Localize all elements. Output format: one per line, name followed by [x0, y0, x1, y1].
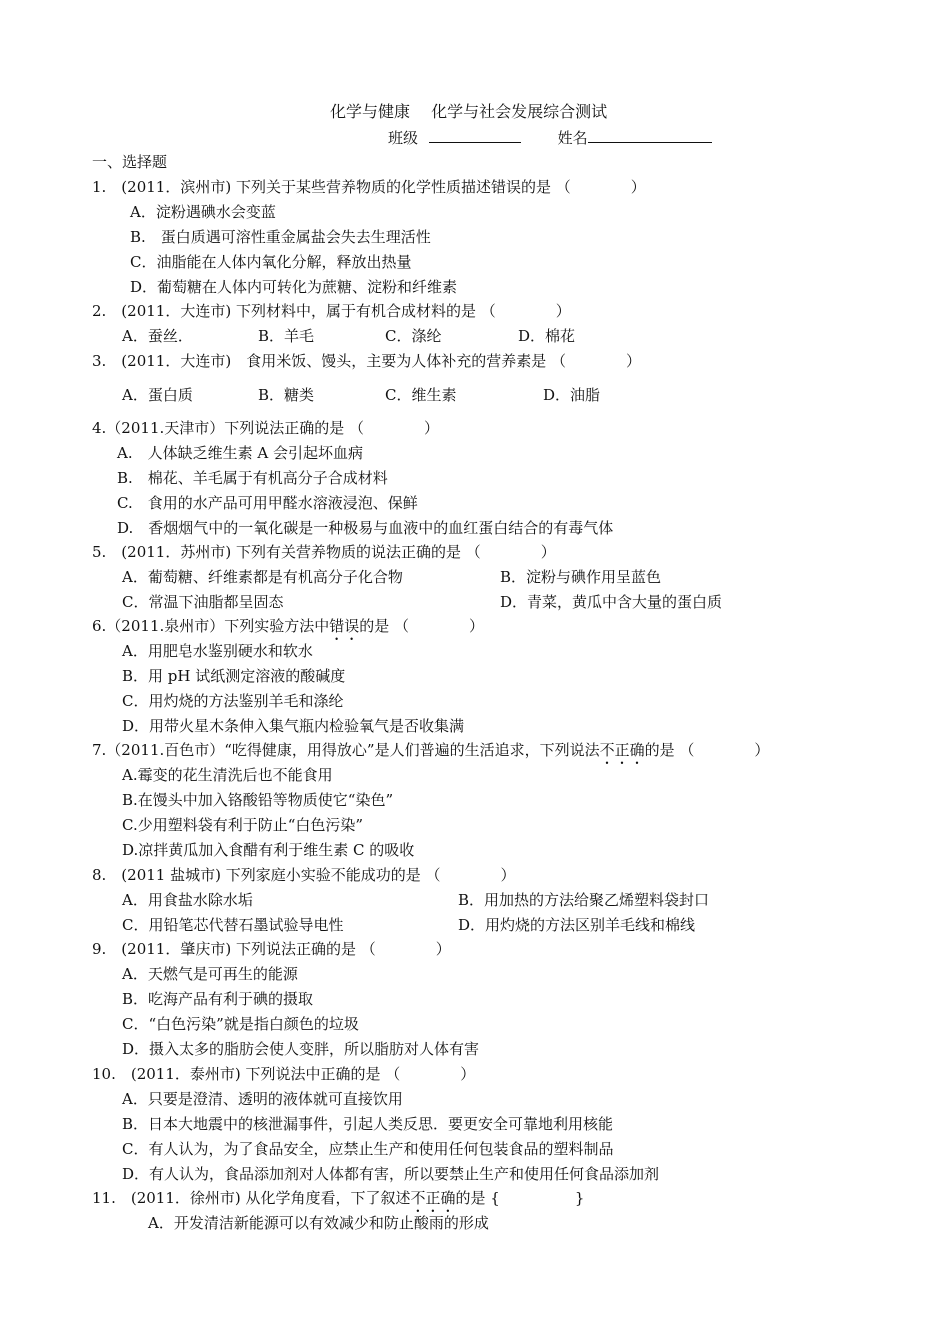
- question-4-option-b: B. 棉花、羊毛属于有机高分子合成材料: [117, 469, 388, 487]
- class-label: 班级: [388, 129, 419, 147]
- question-2-option-a: A．蚕丝．: [122, 327, 193, 345]
- question-1-stem: 1. (2011．滨州市) 下列关于某些营养物质的化学性质描述错误的是 （ ）: [92, 178, 646, 196]
- name-blank[interactable]: [588, 127, 712, 143]
- question-4-option-c: C. 食用的水产品可用甲醛水溶液浸泡、保鲜: [117, 494, 418, 512]
- question-3-stem: 3. (2011．大连市) 食用米饭、馒头，主要为人体补充的营养素是 （ ）: [92, 352, 641, 370]
- class-blank[interactable]: [429, 127, 521, 143]
- question-5-option-a: A．葡萄糖、纤维素都是有机高分子化合物: [122, 568, 403, 586]
- question-7-option-d: D.凉拌黄瓜加入食醋有利于维生素 C 的吸收: [122, 841, 415, 859]
- question-9-option-a: A．天燃气是可再生的能源: [122, 965, 298, 983]
- question-10-option-b: B．日本大地震中的核泄漏事件，引起人类反思．要更安全可靠地利用核能: [122, 1115, 614, 1133]
- question-6-stem-text: 6.（2011.泉州市）下列实验方法中: [92, 617, 330, 635]
- question-6-option-a: A．用肥皂水鉴别硬水和软水: [122, 642, 313, 660]
- question-7-option-a: A.霉变的花生清洗后也不能食用: [122, 766, 333, 784]
- question-9-stem: 9. (2011．肇庆市) 下列说法正确的是 （ ）: [92, 940, 451, 958]
- page-title: 化学与健康 化学与社会发展综合测试: [330, 102, 608, 121]
- question-3-option-b: B．糖类: [258, 386, 315, 404]
- question-7-emphasis: 不正确: [599, 741, 645, 759]
- question-11-stem-tail: 的是 { }: [455, 1189, 585, 1207]
- question-11-stem-text: 11. (2011．徐州市) 从化学角度看，下了叙述: [92, 1189, 411, 1207]
- question-8-stem: 8. (2011 盐城市) 下列家庭小实验不能成功的是 （ ）: [92, 866, 516, 884]
- question-8-option-b: B．用加热的方法给聚乙烯塑料袋封口: [458, 891, 710, 909]
- question-8-option-d: D．用灼烧的方法区别羊毛线和棉线: [458, 916, 696, 934]
- question-4-stem: 4.（2011.天津市）下列说法正确的是 （ ）: [92, 419, 440, 437]
- student-info-line: [388, 127, 712, 148]
- question-6-stem: [92, 616, 484, 644]
- question-2-stem: 2. (2011．大连市) 下列材料中，属于有机合成材料的是 （ ）: [92, 302, 571, 320]
- question-11-emphasis: 不正确: [410, 1189, 456, 1207]
- question-10-option-c: C．有人认为，为了食品安全，应禁止生产和使用任何包装食品的塑料制品: [122, 1140, 614, 1158]
- question-6-stem-tail: 的是 （ ）: [359, 617, 485, 635]
- question-11-option-a: A．开发清洁新能源可以有效减少和防止酸雨的形成: [148, 1214, 489, 1232]
- question-3-option-a: A．蛋白质: [122, 386, 193, 404]
- question-4-option-a: A. 人体缺乏维生素 A 会引起坏血病: [117, 444, 363, 462]
- question-6-emphasis: 错误: [329, 617, 360, 635]
- question-10-option-a: A．只要是澄清、透明的液体就可直接饮用: [122, 1090, 403, 1108]
- question-7-option-b: B.在馒头中加入铬酸铅等物质使它“染色”: [122, 791, 394, 809]
- question-2-option-c: C．涤纶: [385, 327, 442, 345]
- question-9-option-b: B．吃海产品有利于碘的摄取: [122, 990, 314, 1008]
- question-3-option-c: C．维生素: [385, 386, 457, 404]
- question-2-option-d: D．棉花: [518, 327, 576, 345]
- question-6-option-d: D．用带火星木条伸入集气瓶内检验氧气是否收集满: [122, 717, 465, 735]
- question-7-stem-tail: 的是 （ ）: [644, 741, 770, 759]
- question-10-stem: 10. (2011．泰州市) 下列说法中正确的是 （ ）: [92, 1065, 476, 1083]
- question-7-stem: [92, 740, 769, 768]
- question-1-option-c: C．油脂能在人体内氧化分解，释放出热量: [130, 253, 412, 271]
- question-5-stem: 5. (2011．苏州市) 下列有关营养物质的说法正确的是 （ ）: [92, 543, 556, 561]
- question-1-option-b: B. 蛋白质遇可溶性重金属盐会失去生理活性: [130, 228, 431, 246]
- question-2-option-b: B．羊毛: [258, 327, 315, 345]
- section-heading: 一、选择题: [92, 153, 168, 171]
- question-5-option-b: B．淀粉与碘作用呈蓝色: [500, 568, 662, 586]
- question-8-option-c: C．用铅笔芯代替石墨试验导电性: [122, 916, 344, 934]
- question-6-option-b: B．用 pH 试纸测定溶液的酸碱度: [122, 667, 346, 685]
- question-1-option-a: A．淀粉遇碘水会变蓝: [130, 203, 276, 221]
- question-1-option-d: D．葡萄糖在人体内可转化为蔗糖、淀粉和纤维素: [130, 278, 458, 296]
- question-6-option-c: C．用灼烧的方法鉴别羊毛和涤纶: [122, 692, 344, 710]
- question-7-option-c: C.少用塑料袋有利于防止“白色污染”: [122, 816, 364, 834]
- name-label: 姓名: [557, 129, 588, 147]
- question-9-option-c: C．“白色污染”就是指白颜色的垃圾: [122, 1015, 359, 1033]
- question-3-option-d: D．油脂: [543, 386, 601, 404]
- question-11-stem: [92, 1188, 584, 1216]
- question-8-option-a: A．用食盐水除水垢: [122, 891, 253, 909]
- question-7-stem-text: 7.（2011.百色市）“吃得健康，用得放心”是人们普遍的生活追求，下列说法: [92, 741, 600, 759]
- question-9-option-d: D．摄入太多的脂肪会使人变胖，所以脂肪对人体有害: [122, 1040, 480, 1058]
- question-5-option-d: D．青菜，黄瓜中含大量的蛋白质: [500, 593, 723, 611]
- question-10-option-d: D．有人认为，食品添加剂对人体都有害，所以要禁止生产和使用任何食品添加剂: [122, 1165, 660, 1183]
- question-5-option-c: C．常温下油脂都呈固态: [122, 593, 284, 611]
- question-4-option-d: D. 香烟烟气中的一氧化碳是一种极易与血液中的血红蛋白结合的有毒气体: [117, 519, 614, 537]
